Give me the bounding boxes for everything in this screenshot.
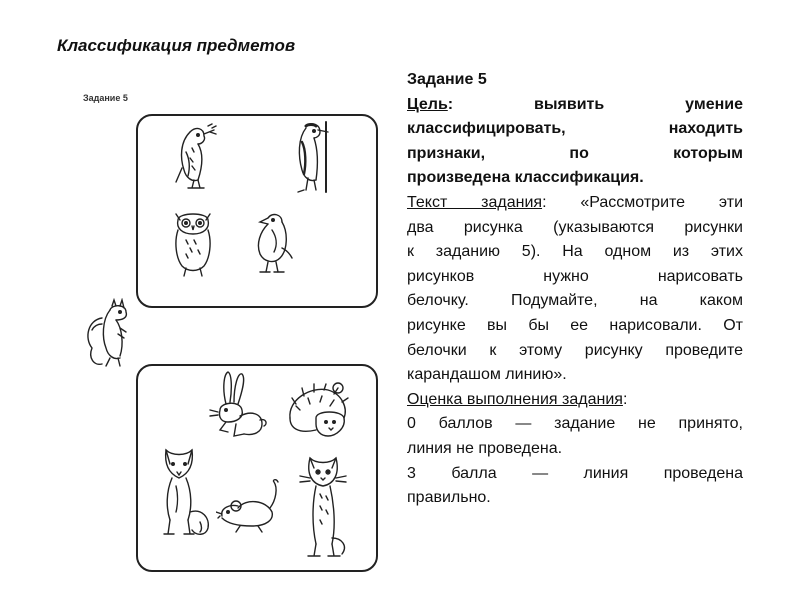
score-0-line-1: 0 баллов — задание не принято, [407,415,743,433]
score-3-line-1: 3 балла — линия проведена [407,464,743,482]
task-text-line-5: белочку. Подумайте, на каком [407,292,743,310]
sparrow-drawing [246,208,300,280]
goal-colon: : [447,95,454,113]
hedgehog-drawing [286,382,352,442]
task-text-label: Текст задания [407,193,543,211]
fox-drawing [152,442,214,542]
top-picture-frame [136,114,378,308]
evaluation-label: Оценка выполнения задания [407,390,623,408]
owl-drawing [168,206,218,278]
hare-drawing [204,368,270,446]
goal-text-1: выявить умение [534,95,743,113]
evaluation-colon: : [622,390,628,408]
task-text-line-8: карандашом линию». [407,366,567,384]
bottom-picture-frame [136,364,378,572]
score-0-line-2: линия не проведена. [407,439,563,457]
task-description [407,68,743,511]
woodpecker-drawing-1 [168,122,220,194]
goal-line-2: классифицировать, находить [407,120,743,138]
goal-line-3: признаки, по которым [407,144,743,162]
goal-label: Цель [407,95,448,113]
slide-title: Классификация предметов [57,36,296,55]
goal-line-4: произведена классификация. [407,169,644,187]
cat-drawing [298,454,358,564]
task-text-line-7: белочки к этому рисунку проведите [407,341,743,359]
woodpecker-drawing-2 [288,120,338,194]
task-text-line-3: к заданию 5). На одном из этих [407,243,743,261]
goal-line-1 [407,93,743,118]
task-text-line-4: рисунков нужно нарисовать [407,267,743,285]
task-text-line-6: рисунке вы бы ее нарисовали. От [407,316,743,334]
task-text-line-2: два рисунка (указываются рисунки [407,218,743,236]
task-text-1: : «Рассмотрите эти [542,193,744,211]
figure-task-label: Задание 5 [83,93,128,103]
mouse-drawing [216,478,290,534]
evaluation-heading [407,388,743,413]
task-text-line-1 [407,191,743,216]
score-3-line-2: правильно. [407,489,491,507]
squirrel-drawing [84,298,132,370]
task-heading: Задание 5 [407,71,487,88]
